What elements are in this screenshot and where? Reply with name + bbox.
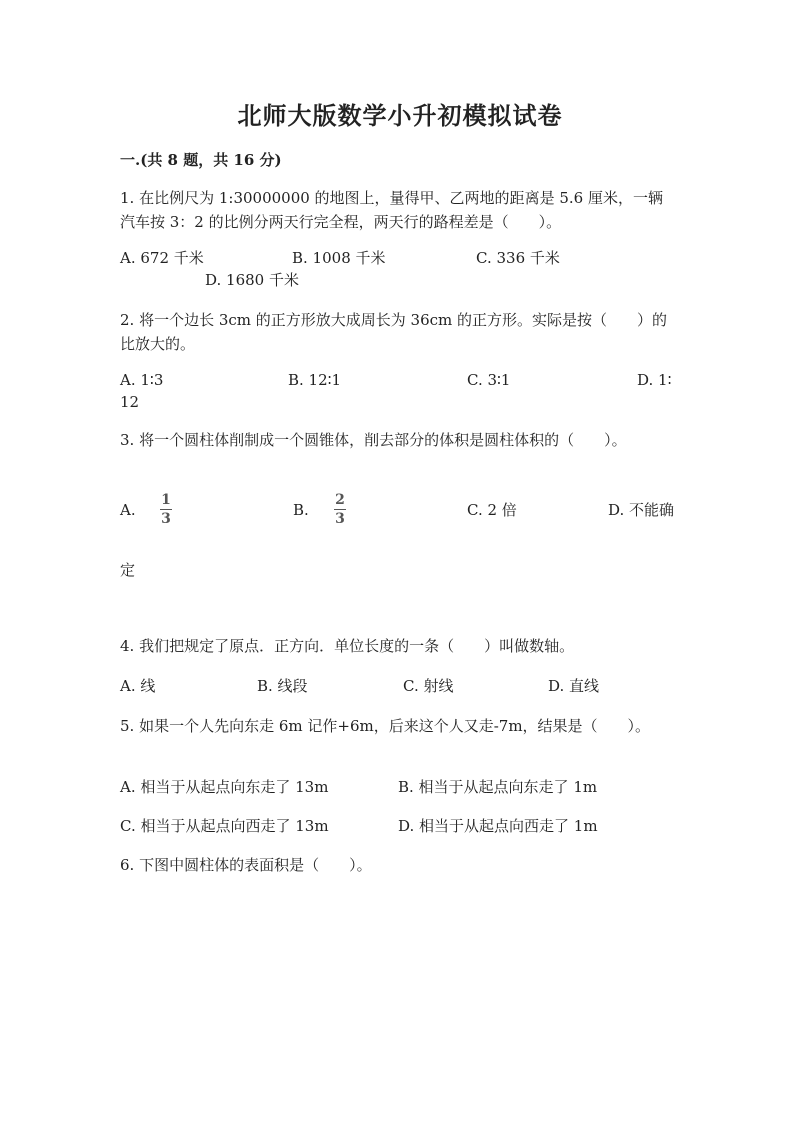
question-5-option-a[interactable]: A. 相当于从起点向东走了 13m <box>120 778 329 796</box>
question-3 <box>120 428 680 452</box>
question-4-option-b[interactable]: B. 线段 <box>257 677 308 695</box>
fraction-denominator: 3 <box>335 511 345 527</box>
question-4-line-1: 4. 我们把规定了原点．正方向．单位长度的一条（ ）叫做数轴。 <box>120 637 575 655</box>
question-4-option-a[interactable]: A. 线 <box>120 677 156 695</box>
question-3-line-1: 3. 将一个圆柱体削制成一个圆锥体，削去部分的体积是圆柱体积的（ ）。 <box>120 431 627 449</box>
question-4 <box>120 634 680 658</box>
question-1-line-2: 汽车按 3：2 的比例分两天行完全程，两天行的路程差是（ ）。 <box>120 213 562 231</box>
question-4-option-c[interactable]: C. 射线 <box>403 677 454 695</box>
page-title: 北师大版数学小升初模拟试卷 <box>237 101 563 130</box>
question-2-option-d[interactable]: D. 1∶ <box>637 371 672 389</box>
fraction-denominator: 3 <box>161 511 171 527</box>
question-5-option-c[interactable]: C. 相当于从起点向西走了 13m <box>120 817 329 835</box>
question-2-option-a[interactable]: A. 1∶3 <box>120 371 164 389</box>
question-1-option-b[interactable]: B. 1008 千米 <box>292 249 386 267</box>
question-5 <box>120 714 680 738</box>
question-2-option-b[interactable]: B. 12∶1 <box>288 371 342 389</box>
question-3-option-c[interactable]: C. 2 倍 <box>467 501 517 519</box>
question-3-option-d[interactable]: D. 不能确 <box>608 501 675 519</box>
fraction-bar <box>334 509 346 510</box>
question-4-option-d[interactable]: D. 直线 <box>548 677 600 695</box>
fraction-one-third <box>160 493 172 526</box>
question-5-option-d[interactable]: D. 相当于从起点向西走了 1m <box>398 817 598 835</box>
question-6 <box>120 853 680 877</box>
question-5-line-1: 5. 如果一个人先向东走 6m 记作+6m，后来这个人又走-7m，结果是（ ）。 <box>120 717 651 735</box>
fraction-bar <box>160 509 172 510</box>
question-2-line-2: 比放大的。 <box>120 335 196 353</box>
question-1-option-d[interactable]: D. 1680 千米 <box>205 271 299 289</box>
question-1-option-a[interactable]: A. 672 千米 <box>120 249 204 267</box>
fraction-numerator: 2 <box>335 492 345 508</box>
question-3-option-a[interactable]: A. <box>120 501 136 519</box>
question-2-option-d-cont: 12 <box>120 393 140 411</box>
question-2-line-1: 2. 将一个边长 3cm 的正方形放大成周长为 36cm 的正方形。实际是按（ ）的 <box>120 311 668 329</box>
section-header: 一.(共 8 题，共 16 分) <box>120 151 282 169</box>
question-2 <box>120 308 680 356</box>
question-1-option-c[interactable]: C. 336 千米 <box>476 249 560 267</box>
fraction-numerator: 1 <box>161 492 171 508</box>
question-1-line-1: 1. 在比例尺为 1:30000000 的地图上，量得甲、乙两地的距离是 5.6 厘米，一辆 <box>120 189 663 207</box>
question-1 <box>120 186 680 234</box>
question-5-option-b[interactable]: B. 相当于从起点向东走了 1m <box>398 778 598 796</box>
fraction-two-thirds <box>334 493 346 526</box>
question-2-option-c[interactable]: C. 3∶1 <box>467 371 511 389</box>
question-3-option-b[interactable]: B. <box>293 501 309 519</box>
question-6-line-1: 6. 下图中圆柱体的表面积是（ ）。 <box>120 856 372 874</box>
question-3-option-d-cont: 定 <box>120 561 136 579</box>
